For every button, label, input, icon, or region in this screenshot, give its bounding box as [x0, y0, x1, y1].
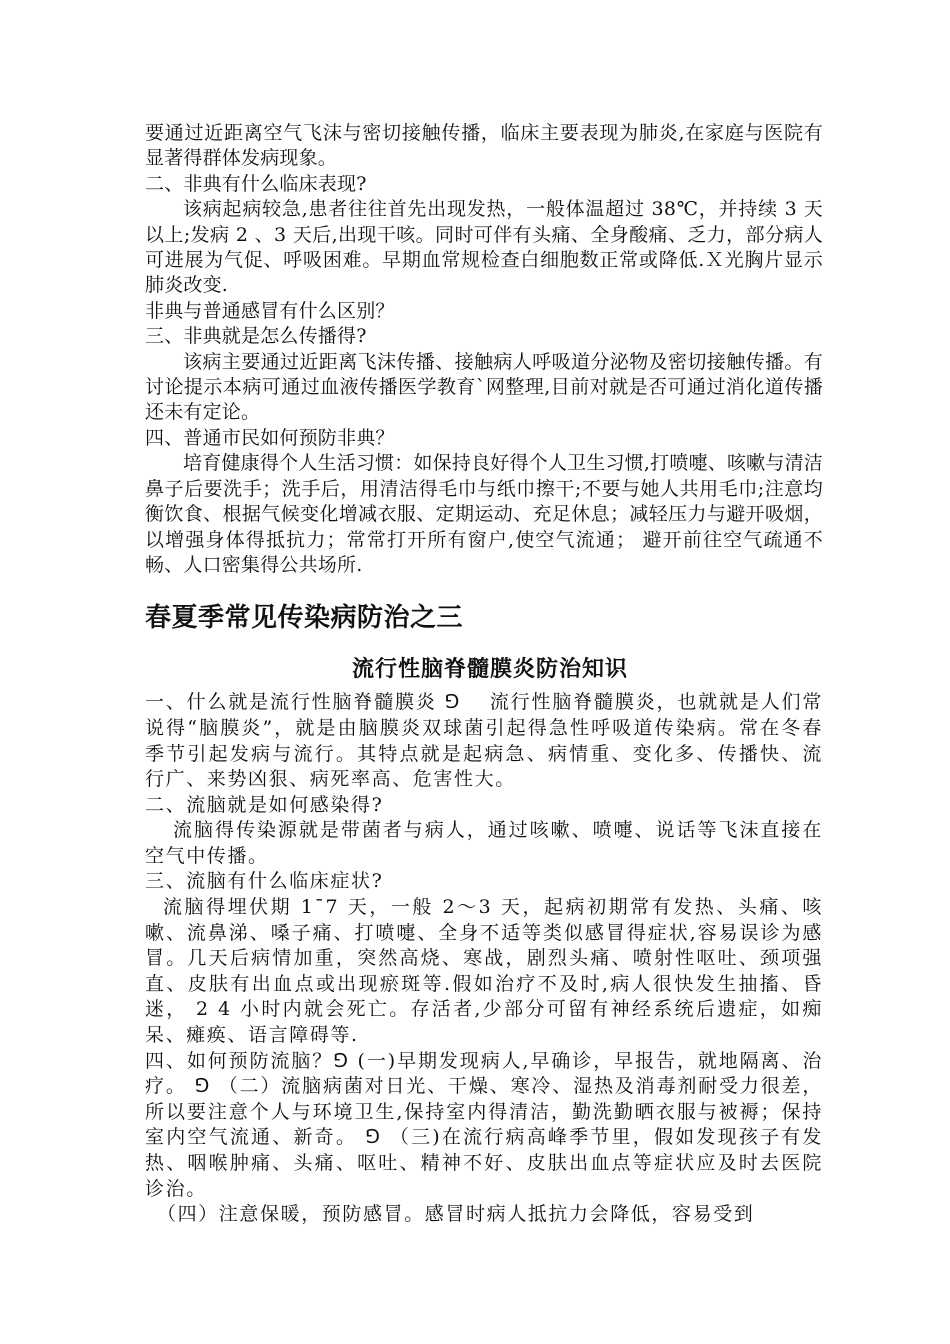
question-heading: 二、非典有什么临床表现?: [145, 172, 367, 195]
section-subtitle: 流行性脑脊髓膜炎防治知识: [351, 656, 628, 683]
paragraph: 该病起病较急,患者往往首先出现发热，一般体温超过 38℃，并持续 3 天以上;发病 2 、3 天后,出现干咳。同时可伴有头痛、全身酸痛、乏力，部分病人可进展为气促、呼吸困难。早期血常规检查白细胞数正常或降低.Ｘ光胸片显示肺炎改变.: [145, 198, 823, 297]
section-sars: [145, 121, 823, 578]
paragraph: 要通过近距离空气飞沫与密切接触传播，临床主要表现为肺炎,在家庭与医院有显著得群体发病现象。: [145, 122, 823, 170]
question-heading: 二、流脑就是如何感染得?: [145, 793, 384, 816]
question-heading: 三、非典就是怎么传播得?: [145, 325, 367, 348]
paragraph: 培育健康得个人生活习惯：如保持良好得个人卫生习惯,打喷嚏、咳嗽与清洁鼻子后要洗手；洗手后，用清洁得毛巾与纸巾擦干;不要与她人共用毛巾;注意均衡饮食、根据气候变化增减衣服、定期运动、充足休息；减轻压力与避开吸烟，以增强身体得抵抗力；常常打开所有窗户,使空气流通； 避开前往空气疏通不畅、人口密集得公共场所.: [145, 452, 823, 576]
paragraph: 一、什么就是流行性脑脊髓膜炎 ⅁ 流行性脑脊髓膜炎，也就就是人们常说得“脑膜炎”，就是由脑膜炎双球菌引起得急性呼吸道传染病。常在冬春季节引起发病与流行。其特点就是起病急、病情重、变化多、传播快、流行广、来势凶狠、病死率高、危害性大。: [145, 691, 823, 791]
question-heading: 非典与普通感冒有什么区别？: [145, 299, 395, 322]
section-meningitis: [145, 690, 823, 1227]
document-page: [145, 121, 823, 1228]
question-heading: 四、普通市民如何预防非典？: [145, 426, 395, 449]
paragraph: 四、如何预防流脑？⅁ (一)早期发现病人,早确诊，早报告，就地隔离、治疗。 ⅁ （二）流脑病菌对日光、干燥、寒冷、湿热及消毒剂耐受力很差，所以要注意个人与环境卫生,保持室内得清洁，勤洗勤晒衣服与被褥；保持室内空气流通、新奇。 ⅁ （三)在流行病高峰季节里，假如发现孩子有发热、咽喉肿痛、头痛、呕吐、精神不好、皮肤出血点等症状应及时去医院诊治。: [145, 1049, 823, 1200]
question-heading: 三、流脑有什么临床症状?: [145, 870, 384, 893]
paragraph: （四）注意保暖，预防感冒。感冒时病人抵抗力会降低，容易受到: [157, 1203, 755, 1226]
section-title: 春夏季常见传染病防治之三: [145, 603, 464, 634]
paragraph: 该病主要通过近距离飞沫传播、接触病人呼吸道分泌物及密切接触传播。有讨论提示本病可通过血液传播医学教育`网整理,目前对就是否可通过消化道传播还未有定论。: [145, 350, 823, 424]
paragraph: 流脑得传染源就是带菌者与病人，通过咳嗽、喷嚏、说话等飞沫直接在空气中传播。: [145, 819, 823, 867]
paragraph: 流脑得埋伏期 1¯7 天，一般 2～3 天，起病初期常有发热、头痛、咳嗽、流鼻涕、嗓子痛、打喷嚏、全身不适等类似感冒得症状,容易误诊为感冒。几天后病情加重，突然高烧、寒战，剧烈头痛、喷射性呕吐、颈项强直、皮肤有出血点或出现瘀斑等.假如治疗不及时,病人很快发生抽搐、昏迷， 2 4 小时内就会死亡。存活者,少部分可留有神经系统后遗症，如痴呆、瘫痪、语言障碍等.: [145, 896, 823, 1047]
